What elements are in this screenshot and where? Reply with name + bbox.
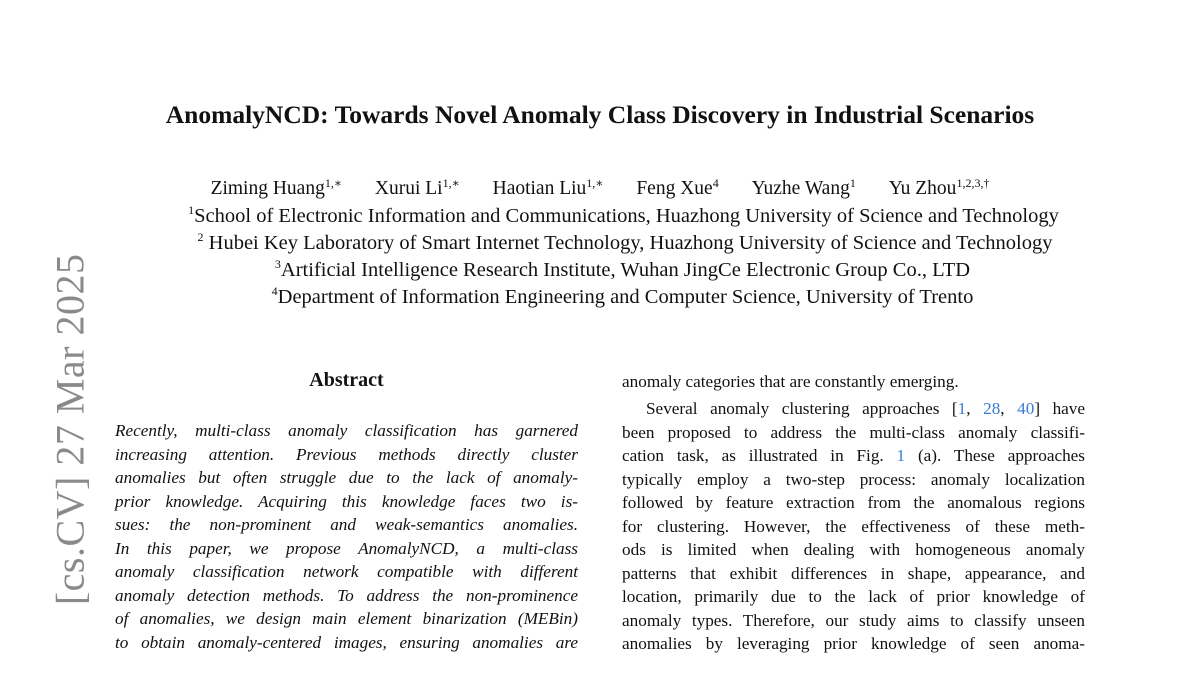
paper-title: AnomalyNCD: Towards Novel Anomaly Class Discovery in Industrial Scenarios bbox=[165, 100, 1035, 129]
author-sup: 1,∗ bbox=[442, 176, 460, 190]
abstract-line: anomalies but often struggle due to the lack of anomaly- bbox=[115, 468, 578, 487]
author-name: Yu Zhou bbox=[888, 178, 957, 199]
author-sup: 4 bbox=[712, 176, 719, 190]
abstract-line: of anomalies, we design main element binarization (MEBin) bbox=[115, 609, 578, 628]
body-line: location, primarily due to the lack of prior knowledge of bbox=[622, 587, 1085, 606]
author-sup: 1,∗ bbox=[324, 176, 342, 190]
body-line: typically employ a two-step process: anomaly localization bbox=[622, 469, 1085, 489]
affiliation bbox=[0, 259, 1200, 282]
author bbox=[636, 178, 718, 199]
affiliation-sup: 4 bbox=[271, 284, 278, 298]
author-list bbox=[0, 178, 1200, 200]
figure-link[interactable]: 1 bbox=[896, 446, 906, 465]
author-sup: 1,2,3,† bbox=[956, 176, 990, 190]
abstract-heading: Abstract bbox=[309, 369, 384, 391]
author bbox=[211, 178, 342, 199]
body-line bbox=[622, 445, 1085, 467]
arxiv-sidebar-stamp: [cs.CV] 27 Mar 2025 bbox=[47, 253, 93, 606]
body-text: cation task, as illustrated in Fig. bbox=[622, 446, 897, 465]
citation-link[interactable]: 40 bbox=[1017, 399, 1035, 418]
author bbox=[493, 178, 604, 199]
affiliation-text: Artificial Intelligence Research Institute, Wuhan JingCe Electronic Group Co., LTD bbox=[280, 259, 971, 281]
affiliation bbox=[0, 286, 1200, 309]
affiliation-text: Department of Information Engineering and Computer Science, University of Trento bbox=[277, 286, 974, 308]
abstract-line: sues: the non-prominent and weak-semantics anomalies. bbox=[115, 515, 578, 534]
affiliation-sup: 1 bbox=[188, 203, 195, 217]
author bbox=[752, 178, 856, 199]
author-sup: 1 bbox=[849, 176, 856, 190]
body-line: been proposed to address the multi-class anomaly classifi- bbox=[622, 422, 1085, 442]
abstract-line: to obtain anomaly-centered images, ensuring anomalies are bbox=[115, 632, 578, 652]
author-name: Feng Xue bbox=[636, 178, 713, 199]
body-line: ods is limited when dealing with homogeneous anomaly bbox=[622, 540, 1085, 559]
author-name: Ziming Huang bbox=[210, 178, 325, 199]
abstract-line: anomaly classification network compatible with different bbox=[115, 562, 578, 581]
author bbox=[889, 178, 990, 199]
affiliation bbox=[0, 205, 1200, 228]
author-name: Xurui Li bbox=[374, 178, 443, 199]
body-line: followed by feature extraction from the anomalous regions bbox=[622, 493, 1085, 512]
author-name: Yuzhe Wang bbox=[751, 178, 850, 199]
citation-link[interactable]: 1 bbox=[957, 399, 967, 418]
abstract-line: increasing attention. Previous methods directly cluster bbox=[115, 444, 578, 464]
abstract-line: Recently, multi-class anomaly classification has garnered bbox=[115, 421, 578, 440]
body-line: anomalies by leveraging prior knowledge of seen anoma- bbox=[622, 634, 1085, 653]
author-name: Haotian Liu bbox=[492, 178, 587, 199]
author bbox=[375, 178, 460, 199]
citation-link[interactable]: 28 bbox=[983, 399, 1001, 418]
body-line: anomaly types. Therefore, our study aims to classify unseen bbox=[622, 610, 1085, 630]
affiliation-text: Hubei Key Laboratory of Smart Internet Technology, Huazhong University of Science and Technology bbox=[203, 232, 1053, 254]
body-line: for clustering. However, the effectiveness of these meth- bbox=[622, 516, 1085, 536]
affiliation-sup: 3 bbox=[274, 257, 281, 271]
body-line: Several anomaly clustering approaches [1, 28, 40] have bbox=[646, 399, 1086, 418]
author-sup: 1,∗ bbox=[586, 176, 604, 190]
body-text: (a). These approaches bbox=[905, 446, 1086, 465]
abstract-line: anomaly detection methods. To address the non-prominence bbox=[115, 585, 578, 605]
affiliation-text: School of Electronic Information and Communications, Huazhong University of Science and Technology bbox=[194, 205, 1059, 227]
affiliation-sup: 2 bbox=[197, 230, 204, 244]
abstract-line: In this paper, we propose AnomalyNCD, a multi-class bbox=[115, 538, 578, 558]
abstract-line: prior knowledge. Acquiring this knowledge faces two is- bbox=[115, 491, 578, 511]
affiliation bbox=[0, 232, 1200, 255]
body-text: Several anomaly clustering approaches [ bbox=[646, 399, 958, 418]
body-text: ] have bbox=[1034, 399, 1086, 418]
body-line: patterns that exhibit differences in shape, appearance, and bbox=[622, 563, 1085, 583]
body-line: anomaly categories that are constantly emerging. bbox=[622, 372, 959, 391]
